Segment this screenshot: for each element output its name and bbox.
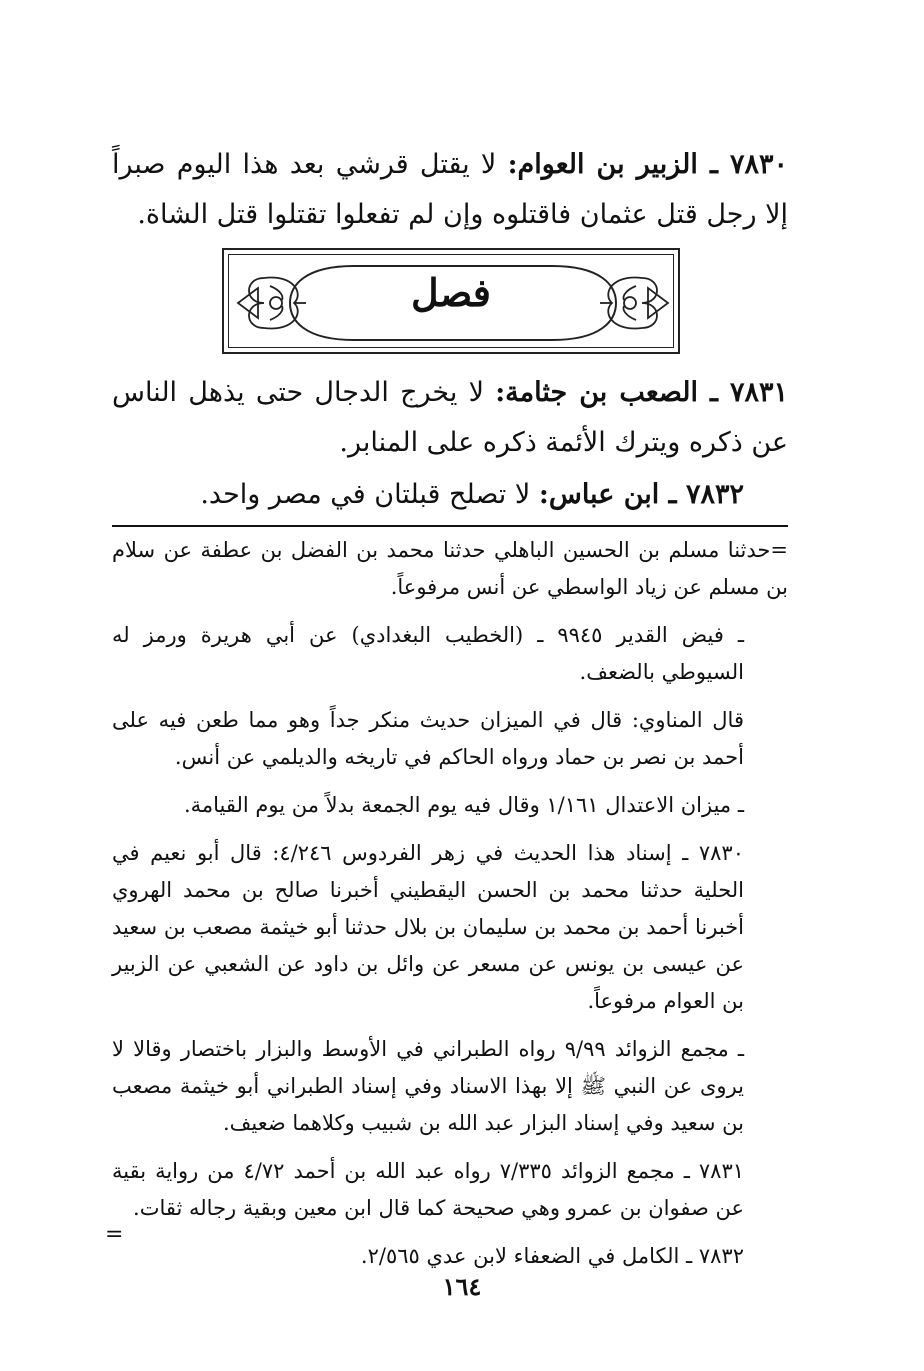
hadith-lead: ٧٨٣٠ ـ الزبير بن العوام: (507, 149, 788, 180)
footnote: ـ مجمع الزوائد ٩/٩٩ رواه الطبراني في الأوسط والبزار باختصار وقالا لا يروى عن النبي ﷺ إلا بهذا الاسناد وفي إسناد الطبراني أبو خيثمة مصعب بن سعيد وفي إسناد البزار عبد الله بن شبيب وكلاهما ضعيف. (112, 1037, 744, 1135)
hadith-7832 (112, 470, 788, 520)
footnote: ـ ميزان الاعتدال ١/١٦١ وقال فيه يوم الجمعة بدلاً من يوم القيامة. (183, 793, 744, 817)
footnotes (112, 532, 788, 1286)
page-content (112, 140, 788, 1300)
footnote: قال المناوي: قال في الميزان حديث منكر جداً وهو مما طعن فيه على أحمد بن نصر بن حماد ورواه الحاكم في تاريخه والديلمي عن أنس. (112, 708, 744, 769)
footnote: ٧٨٣٠ ـ إسناد هذا الحديث في زهر الفردوس ٤/٢٤٦: قال أبو نعيم في الحلية حدثنا محمد بن الحسن اليقطيني أخبرنا صالح بن محمد الهروي أخبرنا أحمد بن محمد بن سليمان بن بلال حدثنا أبو خيثمة مصعب بن سعيد عن عيسى بن يونس عن مسعر عن وائل بن داود عن الشعبي عن الزبير بن العوام مرفوعاً. (112, 841, 744, 1013)
footnote: ٧٨٣٢ ـ الكامل في الضعفاء لابن عدي ٢/٥٦٥. (360, 1244, 744, 1268)
footnote-separator (112, 525, 788, 527)
hadith-lead: ٧٨٣٢ ـ ابن عباس: (538, 479, 744, 510)
hadith-text: لا يخرج الدجال حتى يذهل الناس عن ذكره ويترك الأئمة ذكره على المنابر. (112, 377, 788, 458)
hadith-text: لا تصلح قبلتان في مصر واحد. (200, 479, 539, 510)
section-frame (222, 248, 680, 354)
hadith-lead: ٧٨٣١ ـ الصعب بن جثامة: (495, 377, 788, 408)
section-title: فصل (411, 270, 491, 315)
hadith-7831 (112, 368, 788, 468)
hadith-text: لا يقتل قرشي بعد هذا اليوم صبراً إلا رجل قتل عثمان فاقتلوه وإن لم تفعلوا تقتلوا قتل الشاة. (112, 149, 788, 230)
footnote: =حدثنا مسلم بن الحسين الباهلي حدثنا محمد بن الفضل بن عطفة عن سلام بن مسلم عن زياد الواسطي عن أنس مرفوعاً. (112, 538, 788, 599)
footnote: ٧٨٣١ ـ مجمع الزوائد ٧/٣٣٥ رواه عبد الله بن أحمد ٤/٧٢ من رواية بقية عن صفوان بن عمرو وهي صحيحة كما قال ابن معين وبقية رجاله ثقات. (112, 1159, 745, 1220)
hadith-7830 (112, 140, 788, 240)
continuation-mark: = (105, 1222, 124, 1247)
footnote: ـ فيض القدير ٩٩٤٥ ـ (الخطيب البغدادي) عن أبي هريرة ورمز له السيوطي بالضعف. (112, 623, 744, 684)
page-number: ١٦٤ (442, 1272, 482, 1301)
